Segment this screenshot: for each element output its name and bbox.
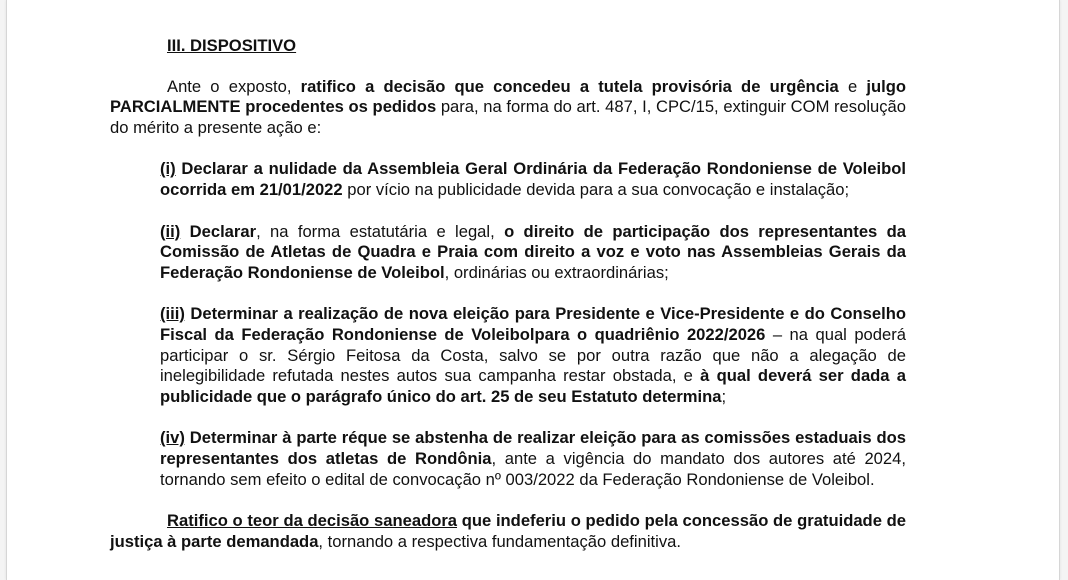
item-iii: (iii) Determinar a realização de nova eleição para Presidente e Vice-Presidente e do Conselho Fiscal da Federação Rondoniense de Voleibolpara o quadriênio 2022/2026 – na qual poderá participar o sr. Sérgio Feitosa da Costa, salvo se por outra razão que não a alegação de inelegibilidade refutada nestes autos sua campanha restar obstada, e à qual deverá ser dada a publicidade que o parágrafo único do art. 25 de seu Estatuto determina; — [160, 304, 906, 406]
item-i: (i) Declarar a nulidade da Assembleia Geral Ordinária da Federação Rondoniense de Voleibol ocorrida em 21/01/2022 por vício na publicidade devida para a sua convocação e instalação; — [160, 159, 906, 199]
item-ii: (ii) Declarar, na forma estatutária e legal, o direito de participação dos representantes da Comissão de Atletas de Quadra e Praia com direito a voz e voto nas Assembleias Gerais da Federação Rondoniense de Voleibol, ordinárias ou extraordinárias; — [160, 221, 906, 282]
closing-paragraph: Ratifico o teor da decisão saneadora que indeferiu o pedido pela concessão de gratuidade de justiça à parte demandada, tornando a respectiva fundamentação definitiva. — [110, 511, 906, 551]
intro-paragraph: Ante o exposto, ratifico a decisão que concedeu a tutela provisória de urgência e julgo PARCIALMENTE procedentes os pedidos para, na forma do art. 487, I, CPC/15, extinguir COM resolução do mérito a presente ação e: — [110, 76, 906, 137]
item-iv: (iv) Determinar à parte réque se abstenha de realizar eleição para as comissões estaduais dos representantes dos atletas de Rondônia, ante a vigência do mandato dos autores até 2024, tornando sem efeito o edital de convocação nº 003/2022 da Federação Rondoniense de Voleibol. — [160, 428, 906, 489]
section-heading: III. DISPOSITIVO — [167, 36, 297, 55]
document-content — [110, 36, 906, 552]
document-page — [6, 0, 1060, 580]
